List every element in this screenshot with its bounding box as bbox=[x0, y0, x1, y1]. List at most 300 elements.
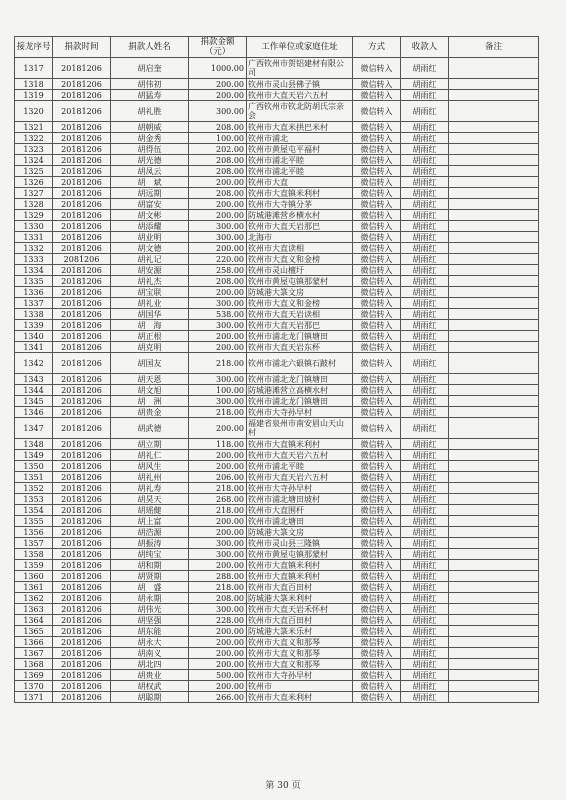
cell-method: 微信转入 bbox=[353, 265, 401, 276]
cell-date: 20181206 bbox=[53, 505, 111, 516]
cell-method: 微信转入 bbox=[353, 538, 401, 549]
cell-address: 钦州市黄屋屯镇那蒙村 bbox=[247, 549, 353, 560]
cell-amount: 228.00 bbox=[189, 615, 247, 626]
cell-date: 20181206 bbox=[53, 122, 111, 133]
cell-method: 微信转入 bbox=[353, 516, 401, 527]
cell-amount: 300.00 bbox=[189, 221, 247, 232]
table-row bbox=[15, 659, 539, 670]
cell-seq: 1331 bbox=[15, 232, 53, 243]
cell-amount: 300.00 bbox=[189, 101, 247, 122]
cell-remark bbox=[449, 560, 539, 571]
cell-seq: 1325 bbox=[15, 166, 53, 177]
cell-receiver: 胡雨红 bbox=[401, 331, 449, 342]
cell-address: 钦州市大寺孙早村 bbox=[247, 407, 353, 418]
cell-receiver: 胡雨红 bbox=[401, 549, 449, 560]
cell-method: 微信转入 bbox=[353, 90, 401, 101]
cell-remark bbox=[449, 342, 539, 353]
cell-date: 20181206 bbox=[53, 549, 111, 560]
cell-seq: 1365 bbox=[15, 626, 53, 637]
cell-date: 20181206 bbox=[53, 342, 111, 353]
cell-method: 微信转入 bbox=[353, 560, 401, 571]
cell-seq: 1343 bbox=[15, 374, 53, 385]
cell-remark bbox=[449, 90, 539, 101]
cell-name: 胡添耀 bbox=[111, 221, 189, 232]
cell-seq: 1352 bbox=[15, 483, 53, 494]
cell-address: 防城港大箓米利村 bbox=[247, 593, 353, 604]
table-row bbox=[15, 472, 539, 483]
cell-date: 20181206 bbox=[53, 385, 111, 396]
header-address: 工作单位或家庭住址 bbox=[247, 37, 353, 58]
cell-name: 胡北四 bbox=[111, 659, 189, 670]
cell-name: 胡昊天 bbox=[111, 494, 189, 505]
cell-seq: 1335 bbox=[15, 276, 53, 287]
cell-address: 钦州市大直天岩那巴 bbox=[247, 221, 353, 232]
cell-date: 20181206 bbox=[53, 177, 111, 188]
cell-address: 钦州市大直镇米利村 bbox=[247, 439, 353, 450]
cell-receiver: 胡雨红 bbox=[401, 472, 449, 483]
donation-table bbox=[14, 36, 539, 703]
cell-receiver: 胡雨红 bbox=[401, 101, 449, 122]
cell-receiver: 胡雨红 bbox=[401, 287, 449, 298]
cell-name: 胡富安 bbox=[111, 199, 189, 210]
cell-seq: 1324 bbox=[15, 155, 53, 166]
cell-seq: 1319 bbox=[15, 90, 53, 101]
cell-receiver: 胡雨红 bbox=[401, 353, 449, 374]
cell-receiver: 胡雨红 bbox=[401, 659, 449, 670]
cell-amount: 200.00 bbox=[189, 418, 247, 439]
header-seq: 接龙序号 bbox=[15, 37, 53, 58]
cell-name: 胡永大 bbox=[111, 637, 189, 648]
cell-name: 胡 盛 bbox=[111, 582, 189, 593]
cell-name: 胡文旭 bbox=[111, 385, 189, 396]
cell-receiver: 胡雨红 bbox=[401, 90, 449, 101]
cell-name: 胡礼记 bbox=[111, 254, 189, 265]
cell-amount: 500.00 bbox=[189, 670, 247, 681]
cell-remark bbox=[449, 670, 539, 681]
cell-method: 微信转入 bbox=[353, 155, 401, 166]
table-row bbox=[15, 615, 539, 626]
cell-remark bbox=[449, 166, 539, 177]
table-row bbox=[15, 560, 539, 571]
cell-amount: 200.00 bbox=[189, 648, 247, 659]
cell-receiver: 胡雨红 bbox=[401, 626, 449, 637]
cell-date: 20181206 bbox=[53, 582, 111, 593]
cell-seq: 1357 bbox=[15, 538, 53, 549]
cell-address: 钦州市浦北塘田 bbox=[247, 516, 353, 527]
cell-amount: 200.00 bbox=[189, 659, 247, 670]
cell-remark bbox=[449, 549, 539, 560]
table-row bbox=[15, 90, 539, 101]
cell-method: 微信转入 bbox=[353, 418, 401, 439]
cell-address: 福建省泉州市南安眉山天山村 bbox=[247, 418, 353, 439]
cell-amount: 300.00 bbox=[189, 549, 247, 560]
cell-name: 胡武德 bbox=[111, 418, 189, 439]
cell-name: 胡礼仁 bbox=[111, 450, 189, 461]
header-name: 捐款人姓名 bbox=[111, 37, 189, 58]
cell-amount: 200.00 bbox=[189, 90, 247, 101]
cell-method: 微信转入 bbox=[353, 461, 401, 472]
cell-name: 胡国华 bbox=[111, 309, 189, 320]
cell-receiver: 胡雨红 bbox=[401, 309, 449, 320]
cell-date: 20181206 bbox=[53, 133, 111, 144]
cell-name: 胡正根 bbox=[111, 331, 189, 342]
table-row bbox=[15, 637, 539, 648]
table-row bbox=[15, 353, 539, 374]
cell-amount: 200.00 bbox=[189, 331, 247, 342]
cell-receiver: 胡雨红 bbox=[401, 254, 449, 265]
cell-seq: 1359 bbox=[15, 560, 53, 571]
table-row bbox=[15, 385, 539, 396]
cell-seq: 1339 bbox=[15, 320, 53, 331]
cell-amount: 258.00 bbox=[189, 265, 247, 276]
cell-name: 胡远期 bbox=[111, 188, 189, 199]
cell-amount: 300.00 bbox=[189, 374, 247, 385]
table-row bbox=[15, 692, 539, 703]
cell-method: 微信转入 bbox=[353, 133, 401, 144]
cell-name: 胡浩源 bbox=[111, 527, 189, 538]
cell-amount: 200.00 bbox=[189, 243, 247, 254]
cell-name: 胡 斌 bbox=[111, 177, 189, 188]
header-amount: 捐款金额（元） bbox=[189, 37, 247, 58]
table-row bbox=[15, 320, 539, 331]
cell-receiver: 胡雨红 bbox=[401, 637, 449, 648]
cell-remark bbox=[449, 144, 539, 155]
cell-date: 20181206 bbox=[53, 659, 111, 670]
table-row bbox=[15, 418, 539, 439]
cell-method: 微信转入 bbox=[353, 582, 401, 593]
cell-amount: 200.00 bbox=[189, 461, 247, 472]
table-row bbox=[15, 538, 539, 549]
cell-seq: 1346 bbox=[15, 407, 53, 418]
cell-remark bbox=[449, 210, 539, 221]
cell-method: 微信转入 bbox=[353, 188, 401, 199]
cell-address: 钦州市大直百田村 bbox=[247, 615, 353, 626]
cell-date: 20181206 bbox=[53, 396, 111, 407]
cell-seq: 1341 bbox=[15, 342, 53, 353]
cell-address: 钦州市大直天岩读相 bbox=[247, 309, 353, 320]
table-row bbox=[15, 396, 539, 407]
cell-remark bbox=[449, 418, 539, 439]
table-row bbox=[15, 276, 539, 287]
cell-remark bbox=[449, 396, 539, 407]
table-row bbox=[15, 265, 539, 276]
cell-seq: 1318 bbox=[15, 79, 53, 90]
cell-amount: 200.00 bbox=[189, 527, 247, 538]
cell-date: 20181206 bbox=[53, 538, 111, 549]
cell-method: 微信转入 bbox=[353, 604, 401, 615]
cell-receiver: 胡雨红 bbox=[401, 133, 449, 144]
cell-address: 钦州市大直天岩六五村 bbox=[247, 472, 353, 483]
cell-receiver: 胡雨红 bbox=[401, 418, 449, 439]
cell-name: 胡伟初 bbox=[111, 79, 189, 90]
cell-date: 20181206 bbox=[53, 483, 111, 494]
cell-address: 钦州市大直 bbox=[247, 177, 353, 188]
cell-receiver: 胡雨红 bbox=[401, 505, 449, 516]
cell-method: 微信转入 bbox=[353, 144, 401, 155]
cell-seq: 1355 bbox=[15, 516, 53, 527]
cell-seq: 1350 bbox=[15, 461, 53, 472]
cell-seq: 1369 bbox=[15, 670, 53, 681]
cell-remark bbox=[449, 243, 539, 254]
cell-receiver: 胡雨红 bbox=[401, 648, 449, 659]
cell-method: 微信转入 bbox=[353, 659, 401, 670]
cell-seq: 1363 bbox=[15, 604, 53, 615]
cell-date: 20181206 bbox=[53, 265, 111, 276]
cell-method: 微信转入 bbox=[353, 385, 401, 396]
table-row bbox=[15, 626, 539, 637]
cell-seq: 1358 bbox=[15, 549, 53, 560]
table-row bbox=[15, 254, 539, 265]
table-row bbox=[15, 243, 539, 254]
cell-date: 20181206 bbox=[53, 516, 111, 527]
cell-seq: 1328 bbox=[15, 199, 53, 210]
cell-address: 钦州市浦北塘田坡村 bbox=[247, 494, 353, 505]
cell-remark bbox=[449, 320, 539, 331]
cell-amount: 218.00 bbox=[189, 483, 247, 494]
cell-name: 胡瑶健 bbox=[111, 505, 189, 516]
cell-date: 20181206 bbox=[53, 155, 111, 166]
cell-seq: 1342 bbox=[15, 353, 53, 374]
table-row bbox=[15, 407, 539, 418]
cell-address: 钦州市大直天岩禾怀村 bbox=[247, 604, 353, 615]
cell-receiver: 胡雨红 bbox=[401, 122, 449, 133]
cell-seq: 1370 bbox=[15, 681, 53, 692]
cell-address: 钦州市 bbox=[247, 681, 353, 692]
cell-receiver: 胡雨红 bbox=[401, 79, 449, 90]
cell-remark bbox=[449, 122, 539, 133]
cell-amount: 300.00 bbox=[189, 396, 247, 407]
cell-method: 微信转入 bbox=[353, 79, 401, 90]
cell-amount: 118.00 bbox=[189, 439, 247, 450]
cell-method: 微信转入 bbox=[353, 166, 401, 177]
cell-amount: 300.00 bbox=[189, 538, 247, 549]
table-row bbox=[15, 166, 539, 177]
cell-date: 20181206 bbox=[53, 461, 111, 472]
cell-date: 20181206 bbox=[53, 309, 111, 320]
cell-seq: 1353 bbox=[15, 494, 53, 505]
cell-amount: 200.00 bbox=[189, 637, 247, 648]
cell-date: 20181206 bbox=[53, 144, 111, 155]
cell-method: 微信转入 bbox=[353, 353, 401, 374]
table-row bbox=[15, 483, 539, 494]
table-row bbox=[15, 516, 539, 527]
table-row bbox=[15, 177, 539, 188]
cell-name: 胡金秀 bbox=[111, 133, 189, 144]
cell-date: 20181206 bbox=[53, 527, 111, 538]
cell-seq: 1321 bbox=[15, 122, 53, 133]
table-row bbox=[15, 79, 539, 90]
cell-receiver: 胡雨红 bbox=[401, 494, 449, 505]
cell-seq: 1368 bbox=[15, 659, 53, 670]
cell-method: 微信转入 bbox=[353, 648, 401, 659]
cell-receiver: 胡雨红 bbox=[401, 483, 449, 494]
cell-amount: 300.00 bbox=[189, 320, 247, 331]
cell-seq: 1336 bbox=[15, 287, 53, 298]
cell-address: 钦州市浦北龙门镇塘田 bbox=[247, 374, 353, 385]
cell-date: 20181206 bbox=[53, 439, 111, 450]
cell-address: 钦州市大直义和那琴 bbox=[247, 659, 353, 670]
cell-amount: 218.00 bbox=[189, 505, 247, 516]
cell-method: 微信转入 bbox=[353, 122, 401, 133]
cell-receiver: 胡雨红 bbox=[401, 221, 449, 232]
cell-method: 微信转入 bbox=[353, 232, 401, 243]
cell-method: 微信转入 bbox=[353, 309, 401, 320]
header-method: 方式 bbox=[353, 37, 401, 58]
cell-amount: 1000.00 bbox=[189, 58, 247, 79]
cell-remark bbox=[449, 254, 539, 265]
cell-method: 微信转入 bbox=[353, 407, 401, 418]
cell-receiver: 胡雨红 bbox=[401, 538, 449, 549]
table-row bbox=[15, 494, 539, 505]
cell-name: 胡光德 bbox=[111, 155, 189, 166]
cell-address: 钦州市大直义和那琴 bbox=[247, 637, 353, 648]
table-row bbox=[15, 342, 539, 353]
cell-remark bbox=[449, 615, 539, 626]
cell-address: 广西钦州市贺铝建材有限公司 bbox=[247, 58, 353, 79]
cell-receiver: 胡雨红 bbox=[401, 439, 449, 450]
cell-name: 胡礼州 bbox=[111, 472, 189, 483]
cell-date: 20181206 bbox=[53, 494, 111, 505]
cell-amount: 266.00 bbox=[189, 692, 247, 703]
cell-remark bbox=[449, 155, 539, 166]
cell-name: 胡伟光 bbox=[111, 604, 189, 615]
cell-remark bbox=[449, 648, 539, 659]
cell-receiver: 胡雨红 bbox=[401, 177, 449, 188]
cell-receiver: 胡雨红 bbox=[401, 243, 449, 254]
cell-name: 胡振涛 bbox=[111, 538, 189, 549]
cell-address: 防城港滩营乡横水村 bbox=[247, 210, 353, 221]
cell-receiver: 胡雨红 bbox=[401, 385, 449, 396]
table-row bbox=[15, 571, 539, 582]
table-row bbox=[15, 309, 539, 320]
cell-address: 防城港滩营立高横水村 bbox=[247, 385, 353, 396]
cell-method: 微信转入 bbox=[353, 593, 401, 604]
table-row bbox=[15, 670, 539, 681]
table-row bbox=[15, 298, 539, 309]
cell-date: 20181206 bbox=[53, 232, 111, 243]
cell-date: 2081206 bbox=[53, 254, 111, 265]
cell-address: 钦州市黄屋屯镇那蒙村 bbox=[247, 276, 353, 287]
cell-name: 胡文彬 bbox=[111, 210, 189, 221]
table-row bbox=[15, 648, 539, 659]
cell-seq: 1348 bbox=[15, 439, 53, 450]
cell-seq: 1317 bbox=[15, 58, 53, 79]
cell-receiver: 胡雨红 bbox=[401, 670, 449, 681]
cell-address: 钦州市浦北平睦 bbox=[247, 166, 353, 177]
table-row bbox=[15, 122, 539, 133]
cell-receiver: 胡雨红 bbox=[401, 265, 449, 276]
cell-amount: 200.00 bbox=[189, 626, 247, 637]
cell-amount: 200.00 bbox=[189, 79, 247, 90]
cell-address: 钦州市大直镇米利村 bbox=[247, 571, 353, 582]
cell-receiver: 胡雨红 bbox=[401, 342, 449, 353]
cell-receiver: 胡雨红 bbox=[401, 593, 449, 604]
cell-method: 微信转入 bbox=[353, 177, 401, 188]
cell-method: 微信转入 bbox=[353, 505, 401, 516]
cell-amount: 218.00 bbox=[189, 582, 247, 593]
cell-date: 20181206 bbox=[53, 353, 111, 374]
cell-method: 微信转入 bbox=[353, 374, 401, 385]
cell-seq: 1344 bbox=[15, 385, 53, 396]
cell-address: 钦州市灵山檀圩 bbox=[247, 265, 353, 276]
cell-date: 20181206 bbox=[53, 210, 111, 221]
cell-date: 20181206 bbox=[53, 276, 111, 287]
cell-remark bbox=[449, 472, 539, 483]
cell-date: 20181206 bbox=[53, 604, 111, 615]
cell-name: 胡 洲 bbox=[111, 396, 189, 407]
cell-address: 钦州市灵山县佛子镇 bbox=[247, 79, 353, 90]
table-row bbox=[15, 593, 539, 604]
cell-receiver: 胡雨红 bbox=[401, 232, 449, 243]
cell-name: 胡贵业 bbox=[111, 670, 189, 681]
cell-name: 胡和期 bbox=[111, 560, 189, 571]
cell-amount: 220.00 bbox=[189, 254, 247, 265]
cell-address: 钦州市大直米拱巴米村 bbox=[247, 122, 353, 133]
cell-name: 胡业明 bbox=[111, 232, 189, 243]
cell-amount: 208.00 bbox=[189, 166, 247, 177]
cell-receiver: 胡雨红 bbox=[401, 560, 449, 571]
cell-seq: 1322 bbox=[15, 133, 53, 144]
cell-seq: 1327 bbox=[15, 188, 53, 199]
cell-receiver: 胡雨红 bbox=[401, 276, 449, 287]
cell-remark bbox=[449, 692, 539, 703]
cell-address: 钦州市大寺孙早村 bbox=[247, 670, 353, 681]
cell-name: 胡文德 bbox=[111, 243, 189, 254]
cell-seq: 1329 bbox=[15, 210, 53, 221]
cell-name: 胡礼胜 bbox=[111, 101, 189, 122]
table-row bbox=[15, 681, 539, 692]
cell-date: 20181206 bbox=[53, 298, 111, 309]
cell-date: 20181206 bbox=[53, 320, 111, 331]
cell-name: 胡朝威 bbox=[111, 122, 189, 133]
cell-method: 微信转入 bbox=[353, 637, 401, 648]
cell-address: 钦州市大直义和那琴 bbox=[247, 648, 353, 659]
cell-method: 微信转入 bbox=[353, 483, 401, 494]
cell-date: 20181206 bbox=[53, 670, 111, 681]
cell-method: 微信转入 bbox=[353, 615, 401, 626]
cell-date: 20181206 bbox=[53, 166, 111, 177]
table-row bbox=[15, 450, 539, 461]
cell-remark bbox=[449, 276, 539, 287]
cell-address: 钦州市浦北 bbox=[247, 133, 353, 144]
cell-seq: 1356 bbox=[15, 527, 53, 538]
cell-address: 钦州市大直天岩六五村 bbox=[247, 90, 353, 101]
cell-method: 微信转入 bbox=[353, 692, 401, 703]
cell-amount: 208.00 bbox=[189, 122, 247, 133]
cell-remark bbox=[449, 659, 539, 670]
cell-remark bbox=[449, 582, 539, 593]
cell-method: 微信转入 bbox=[353, 472, 401, 483]
cell-amount: 268.00 bbox=[189, 494, 247, 505]
cell-address: 钦州市大直天岩六五村 bbox=[247, 450, 353, 461]
cell-amount: 538.00 bbox=[189, 309, 247, 320]
cell-amount: 208.00 bbox=[189, 593, 247, 604]
table-row bbox=[15, 331, 539, 342]
cell-name: 胡宝联 bbox=[111, 287, 189, 298]
table-row bbox=[15, 505, 539, 516]
cell-date: 20181206 bbox=[53, 472, 111, 483]
table-row bbox=[15, 101, 539, 122]
cell-name: 胡安源 bbox=[111, 265, 189, 276]
cell-remark bbox=[449, 450, 539, 461]
cell-receiver: 胡雨红 bbox=[401, 155, 449, 166]
cell-method: 微信转入 bbox=[353, 58, 401, 79]
cell-method: 微信转入 bbox=[353, 549, 401, 560]
cell-name: 胡聪期 bbox=[111, 692, 189, 703]
cell-amount: 200.00 bbox=[189, 177, 247, 188]
header-date: 捐款时间 bbox=[53, 37, 111, 58]
cell-remark bbox=[449, 101, 539, 122]
